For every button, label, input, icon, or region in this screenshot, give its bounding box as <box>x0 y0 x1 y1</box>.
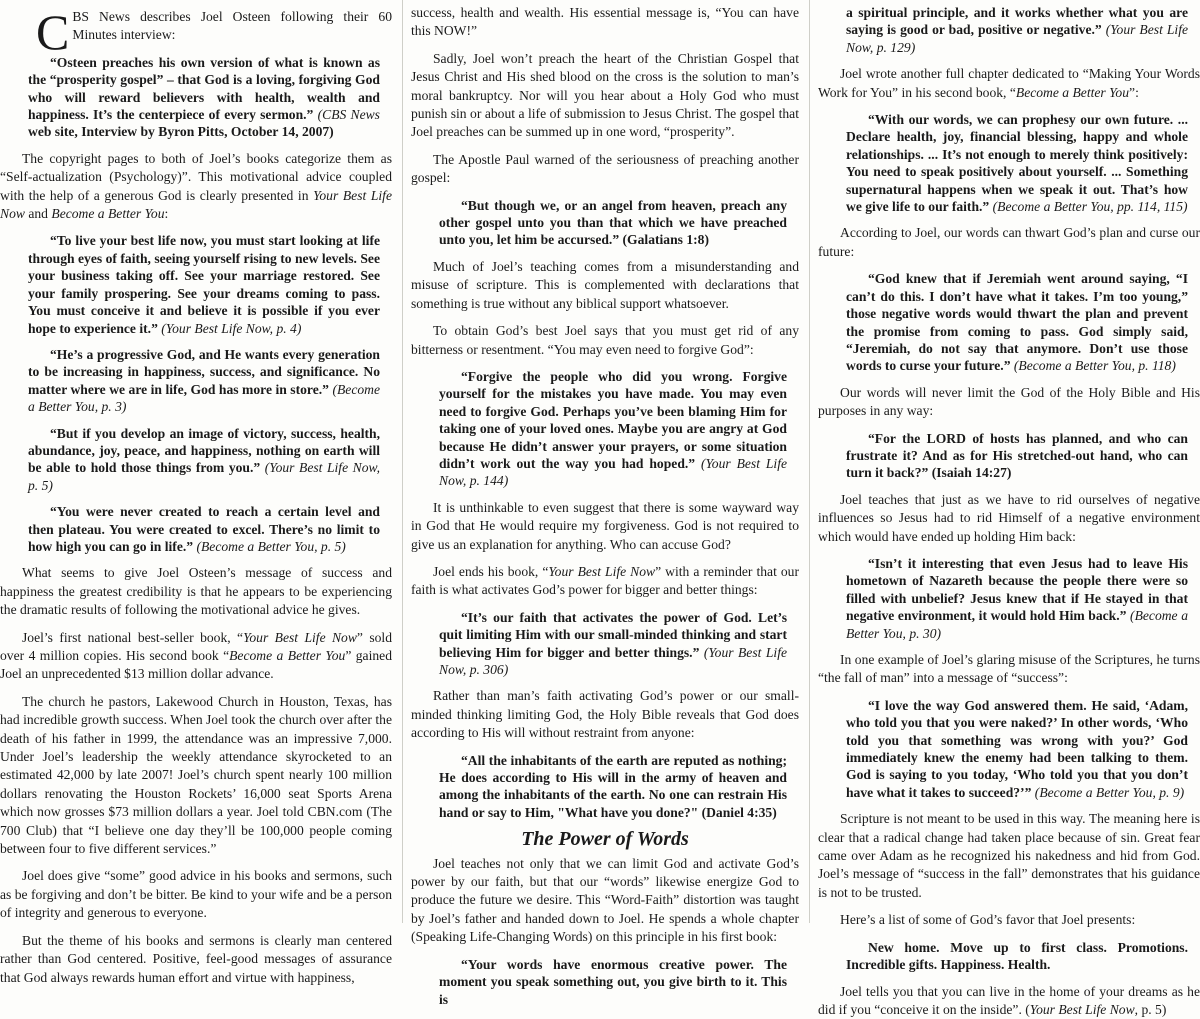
block-quote: “It’s our faith that activates the power of God. Let’s quit limiting Him with our small-minded thinking and start believing Him for bigger and better things.” (Your Best Life Now, p. 306) <box>439 609 787 679</box>
column-divider <box>809 0 810 923</box>
column-3 <box>818 0 1200 923</box>
body-paragraph: Joel teaches not only that we can limit God and activate God’s power by our faith, but that our “words” likewise energize God to produce the future we desire. This “Word-Faith” distortion was taught by Joel’s father and handed down to Joel. He spends a whole chapter (Speaking Life-Changing Words) on this principle in his first book: <box>411 855 799 947</box>
block-quote: “He’s a progressive God, and He wants every generation to be increasing in happiness, success, and significance. No matter where we are in life, God has more in store.” (Become a Better You, p. 3) <box>28 346 380 416</box>
body-paragraph: Joel teaches that just as we have to rid ourselves of negative influences so Jesus had to rid Himself of a negative environment which would have ended up holding Him back: <box>818 491 1200 546</box>
block-quote: “To live your best life now, you must start looking at life through eyes of faith, seeing yourself rising to new levels. See your business taking off. See your marriage restored. See your family prospering. See your dreams coming to pass. You must conceive it and believe it is possible if you ever hope to experience it.” (Your Best Life Now, p. 4) <box>28 232 380 336</box>
block-quote: “God knew that if Jeremiah went around saying, “I can’t do this. I don’t have what it takes. I’m too young,” those negative words would thwart the plan and prevent the promise from coming to pass. God simply said, “Jeremiah, do not say that anymore. Don’t use those words to curse your future.” (Become a Better You, p. 118) <box>846 270 1188 374</box>
body-paragraph: Sadly, Joel won’t preach the heart of the Christian Gospel that Jesus Christ and His shed blood on the cross is the solution to man’s moral bankruptcy. Nor will you hear about a Holy God who must punish sin or about a life of submission to Jesus Christ. The gospel that Joel preaches can be summed up in one word, “prosperity”. <box>411 50 799 142</box>
body-paragraph: It is unthinkable to even suggest that there is some wayward way in God that He would require my forgiveness. God is not required to give us an explanation for anything. Who can accuse God? <box>411 499 799 554</box>
body-paragraph: Joel wrote another full chapter dedicated to “Making Your Words Work for You” in his second book, “Become a Better You”: <box>818 65 1200 102</box>
body-paragraph: Joel tells you that you can live in the home of your dreams as he did if you “conceive it on the inside”. (Your Best Life Now, p. 5) <box>818 983 1200 1019</box>
block-quote: “All the inhabitants of the earth are reputed as nothing; He does according to His will in the army of heaven and among the inhabitants of the earth. No one can restrain His hand or say to Him, "What have you done?" (Daniel 4:35) <box>439 752 787 822</box>
body-paragraph: According to Joel, our words can thwart God’s plan and curse our future: <box>818 224 1200 261</box>
body-paragraph: In one example of Joel’s glaring misuse of the Scriptures, he turns “the fall of man” into a message of “success”: <box>818 651 1200 688</box>
body-paragraph: The copyright pages to both of Joel’s books categorize them as “Self-actualization (Psychology)”. This motivational advice coupled with the help of a generous God is clearly presented in Your Best Life Now and Become a Better You: <box>0 150 392 224</box>
body-paragraph: Our words will never limit the God of the Holy Bible and His purposes in any way: <box>818 384 1200 421</box>
block-quote: “But if you develop an image of victory, success, health, abundance, joy, peace, and happiness, nothing on earth will be able to hold those things from you.” (Your Best Life Now, p. 5) <box>28 425 380 495</box>
block-quote: “Your words have enormous creative power. The moment you speak something out, you give birth to it. This is <box>439 956 787 1008</box>
body-paragraph: The church he pastors, Lakewood Church in Houston, Texas, has had incredible growth success. When Joel took the church over after the death of his father in 1999, the attendance was an impressive 7,000. Under Joel’s leadership the weekly attendance skyrocketed to an estimated 42,000 by late 2007! Joel’s church spent nearly 100 million dollars renovating the Houston Rockets’ 16,000 seat Sports Arena which now grosses $73 million dollars a year. Joel told CBN.com (The 700 Club) that “I believe one day they’ll be 100,000 people coming between four to five different services.” <box>0 693 392 859</box>
block-quote: “With our words, we can prophesy our own future. ... Declare health, joy, financial blessing, happy and whole relationships. ... It’s not enough to merely think positively: You need to speak positively about yourself. ... Something supernatural happens when we speak it out. That’s how we give life to our faith.” (Become a Better You, pp. 114, 115) <box>846 111 1188 215</box>
body-paragraph: Much of Joel’s teaching comes from a misunderstanding and misuse of scripture. This is complemented with declarations that something is true without any biblical support whatsoever. <box>411 258 799 313</box>
column-2 <box>411 0 799 923</box>
body-paragraph: Rather than man’s faith activating God’s power or our small-minded thinking limiting God, the Holy Bible reveals that God does according to His will without restraint from anyone: <box>411 687 799 742</box>
block-quote: “For the LORD of hosts has planned, and who can frustrate it? And as for His stretched-out hand, who can turn it back?” (Isaiah 14:27) <box>846 430 1188 482</box>
body-paragraph: Here’s a list of some of God’s favor that Joel presents: <box>818 911 1200 929</box>
section-heading: The Power of Words <box>411 830 799 848</box>
block-quote: “Forgive the people who did you wrong. Forgive yourself for the mistakes you have made. You may even need to forgive God. Perhaps you’ve been blaming Him for taking one of your loved ones. Maybe you are angry at God because He didn’t answer your prayers, or some situation didn’t work out the way you had hoped.” (Your Best Life Now, p. 144) <box>439 368 787 490</box>
block-quote: “Isn’t it interesting that even Jesus had to leave His hometown of Nazareth because the people there were so filled with unbelief? Jesus knew that if He stayed in that negative environment, it would hold Him back.” (Become a Better You, p. 30) <box>846 555 1188 642</box>
column-1 <box>0 0 392 923</box>
block-quote: “I love the way God answered them. He said, ‘Adam, who told you that you were naked?’ In other words, ‘Who told you that something was wrong with you?’ God immediately knew the enemy had been talking to them. God is saying to you today, ‘Who told you that you don’t have what it takes to succeed?’” (Become a Better You, p. 9) <box>846 697 1188 801</box>
body-paragraph: Joel ends his book, “Your Best Life Now” with a reminder that our faith is what activates God’s power for bigger and better things: <box>411 563 799 600</box>
drop-cap: C <box>36 12 69 52</box>
body-paragraph: But the theme of his books and sermons is clearly man centered rather than God centered. Positive, feel-good messages of assurance that God always rewards human effort and virtue with happiness, <box>0 932 392 987</box>
body-paragraph: The Apostle Paul warned of the seriousness of preaching another gospel: <box>411 151 799 188</box>
body-paragraph: success, health and wealth. His essential message is, “You can have this NOW!” <box>411 4 799 41</box>
block-quote: New home. Move up to first class. Promotions. Incredible gifts. Happiness. Health. <box>846 939 1188 974</box>
block-quote: “But though we, or an angel from heaven, preach any other gospel unto you than that which we have preached unto you, let him be accursed.” (Galatians 1:8) <box>439 197 787 249</box>
body-paragraph: Joel’s first national best-seller book, “Your Best Life Now” sold over 4 million copies. His second book “Become a Better You” gained Joel an unprecedented $13 million dollar advance. <box>0 629 392 684</box>
block-quote: “Osteen preaches his own version of what is known as the “prosperity gospel” – that God is a loving, forgiving God who will reward believers with health, wealth and happiness. It’s the centerpiece of every sermon.” (CBS News web site, Interview by Byron Pitts, October 14, 2007) <box>28 54 380 141</box>
intro-paragraph: CBS News describes Joel Osteen following their 60 Minutes interview: <box>0 8 392 45</box>
body-paragraph: Joel does give “some” good advice in his books and sermons, such as be forgiving and don’t be bitter. Be kind to your wife and be a person of integrity and generous to everyone. <box>0 867 392 922</box>
block-quote: “You were never created to reach a certain level and then plateau. You were created to excel. There’s no limit to how high you can go in life.” (Become a Better You, p. 5) <box>28 503 380 555</box>
body-paragraph: Scripture is not meant to be used in this way. The meaning here is clear that a radical change had taken place because of sin. Great fear came over Adam as he recognized his nakedness and hid from God. Joel’s message of “success in the fall” demonstrates that his guidance is not to be trusted. <box>818 810 1200 902</box>
column-divider <box>402 0 403 923</box>
body-paragraph: To obtain God’s best Joel says that you must get rid of any bitterness or resentment. “You may even need to forgive God”: <box>411 322 799 359</box>
body-paragraph: What seems to give Joel Osteen’s message of success and happiness the greatest credibility is that he appears to be experiencing the dramatic results of following the motivational advice he gives. <box>0 564 392 619</box>
block-quote: a spiritual principle, and it works whether what you are saying is good or bad, positive or negative.” (Your Best Life Now, p. 129) <box>846 4 1188 56</box>
